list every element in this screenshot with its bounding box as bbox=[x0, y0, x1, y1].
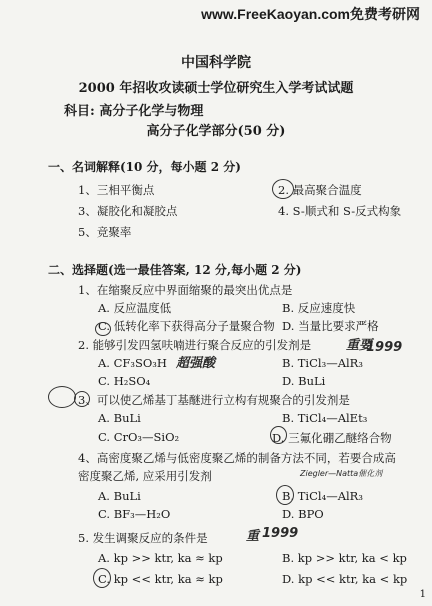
answer-mark bbox=[276, 485, 294, 505]
circle-mark bbox=[272, 179, 294, 199]
q3-c: C. CrO₃—SiO₂ bbox=[98, 430, 180, 444]
q1-b: B. 反应速度快 bbox=[282, 301, 356, 315]
q4-b: B. TiCl₄—AlR₃ bbox=[282, 489, 363, 503]
site-watermark: www.FreeKaoyan.com免费考研网 bbox=[201, 6, 420, 22]
handwritten-note: 超强酸 bbox=[176, 356, 216, 371]
q4-c: C. BF₃—H₂O bbox=[98, 507, 171, 521]
q2-a: A. CF₃SO₃H bbox=[98, 356, 167, 370]
school-title: 中国科学院 bbox=[181, 55, 251, 71]
answer-mark bbox=[95, 322, 111, 336]
circle-mark bbox=[48, 386, 76, 408]
q2-c: C. H₂SO₄ bbox=[98, 374, 151, 388]
q3-b: B. TiCl₄—AlEt₃ bbox=[282, 411, 368, 425]
section2-title: 二、选择题(选一最佳答案, 12 分,每小题 2 分) bbox=[48, 263, 302, 277]
q1-d: D. 当量比要求严格 bbox=[282, 319, 379, 333]
q1-stem: 1、在缩聚反应中界面缩聚的最突出优点是 bbox=[78, 283, 293, 297]
q5-d: D. kp << ktr, ka < kp bbox=[282, 572, 408, 586]
circle-mark bbox=[74, 391, 90, 407]
term-2: 2. 最高聚合温度 bbox=[278, 183, 362, 197]
q5-c: C. kp << ktr, ka ≈ kp bbox=[98, 572, 223, 586]
handwritten-note: Ziegler—Natta催化剂 bbox=[300, 469, 383, 478]
q2-stem: 2. 能够引发四氢呋喃进行聚合反应的引发剂是 bbox=[78, 338, 312, 352]
page-number: 1 bbox=[419, 589, 426, 600]
q5-stem: 5. 发生调聚反应的条件是 bbox=[78, 531, 208, 545]
q2-b: B. TiCl₃—AlR₃ bbox=[282, 356, 363, 370]
section1-title: 一、名词解释(10 分，每小题 2 分) bbox=[48, 160, 241, 174]
q3-a: A. BuLi bbox=[98, 411, 141, 425]
answer-mark bbox=[270, 426, 287, 444]
handwritten-note: 重 bbox=[246, 529, 260, 544]
answer-mark bbox=[93, 568, 111, 588]
term-3: 3、凝胶化和凝胶点 bbox=[78, 204, 178, 218]
q4-stem-cont: 密度聚乙烯, 应采用引发剂 bbox=[78, 469, 212, 483]
q4-d: D. BPO bbox=[282, 507, 324, 521]
handwritten-year: 1999 bbox=[262, 526, 299, 541]
term-1: 1、三相平衡点 bbox=[78, 183, 155, 197]
q5-a: A. kp >> ktr, ka ≈ kp bbox=[98, 551, 223, 565]
q3-d: D. 三氟化硼乙醚络合物 bbox=[272, 431, 392, 445]
q1-c: C. 低转化率下获得高分子量聚合物 bbox=[98, 319, 275, 333]
q3-stem: 3、可以使乙烯基丁基醚进行立构有规聚合的引发剂是 bbox=[78, 393, 350, 407]
q5-b: B. kp >> ktr, ka < kp bbox=[282, 551, 407, 565]
handwritten-year: 1999 bbox=[366, 340, 403, 355]
term-5: 5、竞聚率 bbox=[78, 225, 132, 239]
handwritten-note: 重要 bbox=[346, 338, 373, 353]
subject-line: 科目: 高分子化学与物理 bbox=[64, 104, 204, 119]
q1-a: A. 反应温度低 bbox=[98, 301, 172, 315]
q4-a: A. BuLi bbox=[98, 489, 141, 503]
exam-title: 2000 年招收攻读硕士学位研究生入学考试试题 bbox=[78, 81, 354, 96]
term-4: 4. S-顺式和 S-反式构象 bbox=[278, 204, 402, 218]
part-title: 高分子化学部分(50 分) bbox=[146, 124, 286, 139]
q4-stem: 4、高密度聚乙烯与低密度聚乙烯的制备方法不同，若要合成高 bbox=[78, 451, 396, 465]
q2-d: D. BuLi bbox=[282, 374, 326, 388]
